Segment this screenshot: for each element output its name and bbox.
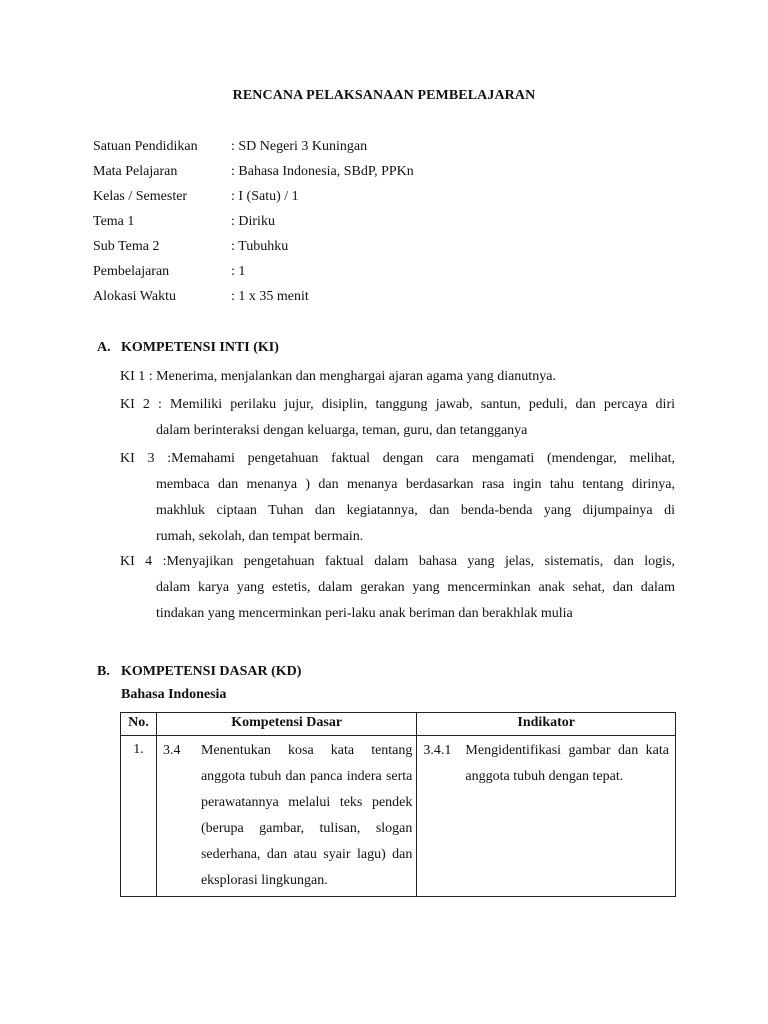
ki-2	[120, 392, 675, 444]
section-title: KOMPETENSI DASAR (KD)	[121, 664, 302, 679]
ki-text-continued: dalam berinteraksi dengan keluarga, teman, guru, dan tetangganya	[156, 423, 528, 438]
identity-row	[93, 187, 414, 212]
section-letter: A.	[97, 340, 111, 355]
identity-value: : Bahasa Indonesia, SBdP, PPKn	[231, 164, 414, 179]
indicator-code: 3.4.1	[423, 743, 452, 758]
ki-text: KI 3 :Memahami pengetahuan faktual dengan cara mengamati (mendengar, melihat,	[120, 451, 675, 466]
identity-row	[93, 287, 414, 312]
identity-row	[93, 162, 414, 187]
table-row	[121, 736, 676, 897]
kd-cell	[156, 736, 416, 897]
section-a-heading	[97, 340, 279, 356]
indicator-cell	[417, 736, 676, 897]
identity-label: Alokasi Waktu	[93, 289, 176, 304]
ki-text: KI 2 : Memiliki perilaku jujur, disiplin, tanggung jawab, santun, peduli, dan percaya diri	[120, 397, 675, 412]
ki-text-continued: dalam karya yang estetis, dalam gerakan yang mencerminkan anak sehat, dan dalam	[156, 580, 675, 595]
identity-row	[93, 212, 414, 237]
identity-label: Pembelajaran	[93, 264, 170, 279]
identity-value: : I (Satu) / 1	[231, 189, 299, 204]
indicator-description: Mengidentifikasi gambar dan kata anggota tubuh dengan tepat.	[465, 743, 669, 784]
row-number: 1.	[121, 736, 157, 897]
identity-label: Mata Pelajaran	[93, 164, 178, 179]
identity-label: Tema 1	[93, 214, 135, 229]
identity-label: Kelas / Semester	[93, 189, 188, 204]
identity-row	[93, 262, 414, 287]
identity-value: : SD Negeri 3 Kuningan	[231, 139, 368, 154]
identity-block	[93, 137, 414, 312]
ki-1	[120, 364, 675, 390]
identity-value: : Tubuhku	[231, 239, 289, 254]
identity-value: : 1 x 35 menit	[231, 289, 309, 304]
identity-label: Sub Tema 2	[93, 239, 160, 254]
ki-text: KI 4 :Menyajikan pengetahuan faktual dalam bahasa yang jelas, sistematis, dan logis,	[120, 554, 675, 569]
kd-code: 3.4	[162, 743, 181, 758]
kd-table	[120, 712, 676, 897]
header-kompetensi-dasar: Kompetensi Dasar	[156, 713, 416, 736]
ki-4	[120, 549, 675, 627]
ki-text-continued: rumah, sekolah, dan tempat bermain.	[156, 529, 364, 544]
kd-description: Menentukan kosa kata tentang anggota tubuh dan panca indera serta perawatannya melalui teks pendek (berupa gambar, tulisan, slogan sederhana, dan atau syair lagu) dan eksplorasi lingkungan.	[200, 743, 413, 888]
section-letter: B.	[97, 664, 110, 679]
ki-text-continued: makhluk ciptaan Tuhan dan kegiatannya, dan benda-benda yang dijumpainya di	[156, 503, 675, 518]
identity-value: : Diriku	[231, 214, 275, 229]
section-b-heading	[97, 664, 301, 680]
subject-label: Bahasa Indonesia	[121, 687, 227, 702]
header-no: No.	[121, 713, 157, 736]
header-indikator: Indikator	[417, 713, 676, 736]
identity-row	[93, 137, 414, 162]
document-title: RENCANA PELAKSANAAN PEMBELAJARAN	[232, 88, 536, 103]
table-header-row	[121, 713, 676, 736]
ki-text-continued: tindakan yang mencerminkan peri-laku anak beriman dan berakhlak mulia	[156, 606, 573, 621]
ki-3	[120, 446, 675, 550]
ki-text-continued: membaca dan menanya ) dan menanya berdasarkan rasa ingin tahu tentang dirinya,	[156, 477, 675, 492]
identity-row	[93, 237, 414, 262]
ki-text: KI 1 : Menerima, menjalankan dan menghargai ajaran agama yang dianutnya.	[120, 369, 556, 384]
section-title: KOMPETENSI INTI (KI)	[121, 340, 279, 355]
identity-label: Satuan Pendidikan	[93, 139, 198, 154]
identity-value: : 1	[231, 264, 246, 279]
